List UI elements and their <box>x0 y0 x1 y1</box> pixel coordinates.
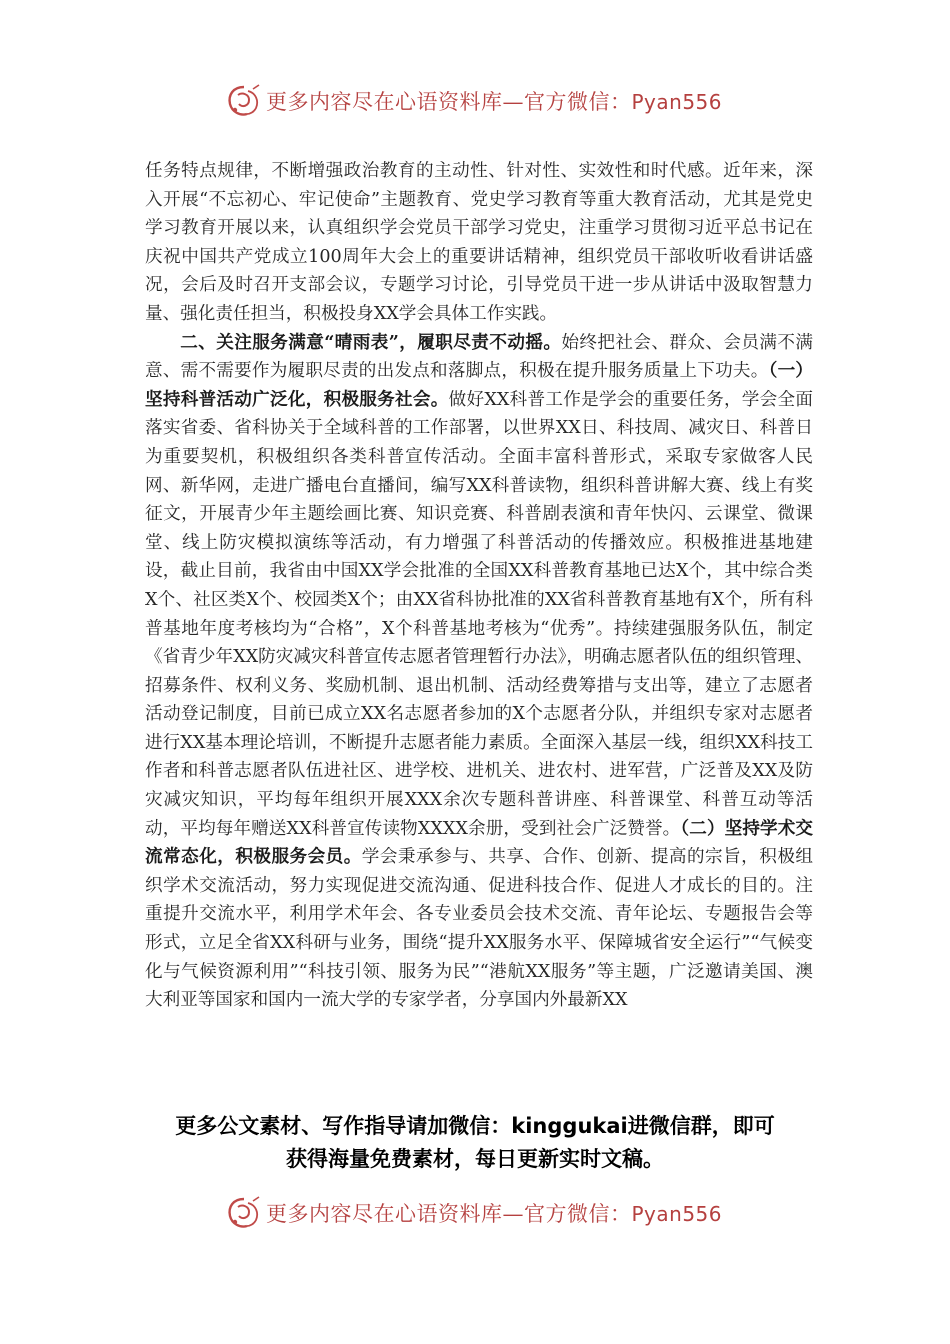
promo-line: 获得海量免费素材，每日更新实时文稿。 <box>286 1147 664 1171</box>
paragraph: 二、关注服务满意“晴雨表”，履职尽责不动摇。始终把社会、群众、会员满不满意、需不需要作为履职尽责的出发点和落脚点，积极在提升服务质量上下功夫。（一）坚持科普活动广泛化，积极服务社会。做好XX科普工作是学会的重要任务，学会全面落实省委、省科协关于全域科普的工作部署，以世界XX日、科技周、减灾日、科普日为重要契机，积极组织各类科普宣传活动。全面丰富科普形式，采取专家做客人民网、新华网，走进广播电台直播间，编写XX科普读物，组织科普讲解大赛、线上有奖征文，开展青少年主题绘画比赛、知识竞赛、科普剧表演和青年快闪、云课堂、微课堂、线上防灾模拟演练等活动，有力增强了科普活动的传播效应。积极推进基地建设，截止目前，我省由中国XX学会批准的全国XX科普教育基地已达X个，其中综合类X个、社区类X个、校园类X个；由XX省科协批准的XX省科普教育基地有X个，所有科普基地年度考核均为“合格”，X个科普基地考核为“优秀”。持续建强服务队伍，制定《省青少年XX防灾减灾科普宣传志愿者管理暂行办法》，明确志愿者队伍的组织管理、招募条件、权利义务、奖励机制、退出机制、活动经费筹措与支出等，建立了志愿者活动登记制度，目前已成立XX名志愿者参加的X个志愿者分队，并组织专家对志愿者进行XX基本理论培训，不断提升志愿者能力素质。全面深入基层一线，组织XX科技工作者和科普志愿者队伍进社区、进学校、进机关、进农村、进军营，广泛普及XX及防灾减灾知识，平均每年组织开展XXX余次专题科普讲座、科普课堂、科普互动等活动，平均每年赠送XX科普宣传读物XXXX余册，受到社会广泛赞誉。（二）坚持学术交流常态化，积极服务会员。学会秉承参与、共享、合作、创新、提高的宗旨，积极组织学术交流活动，努力实现促进交流沟通、促进科技合作、促进人才成长的目的。注重提升交流水平，利用学术年会、各专业委员会技术交流、青年论坛、专题报告会等形式，立足全省XX科研与业务，围绕“提升XX服务水平、保障城省安全运行”“气候变化与气候资源利用”“科技引领、服务为民”“港航XX服务”等主题，广泛邀请美国、澳大利亚等国家和国内一流大学的专家学者，分享国内外最新XX <box>145 331 814 1011</box>
swirl-logo-icon <box>225 83 263 119</box>
header-banner <box>0 80 950 120</box>
footer-banner <box>0 1192 950 1232</box>
subsection-heading: （一）坚持科普活动广泛化，积极服务社会。 <box>145 360 813 410</box>
subsection-heading: （二）坚持学术交流常态化，积极服务会员。 <box>145 817 814 868</box>
promo-line: 更多公文素材、写作指导请加微信：kinggukai进微信群，即可 <box>175 1114 775 1138</box>
promo-notice <box>0 1110 950 1176</box>
paragraph: 任务特点规律，不断增强政治教育的主动性、针对性、实效性和时代感。近年来，深入开展“不忘初心、牢记使命”主题教育、党史学习教育等重大教育活动，尤其是党史学习教育开展以来，认真组织学会党员干部学习党史，注重学习贯彻习近平总书记在庆祝中国共产党成立100周年大会上的重要讲话精神，组织党员干部收听收看讲话盛况，会后及时召开支部会议，专题学习讨论，引导党员干进一步从讲话中汲取智慧力量、强化责任担当，积极投身XX学会具体工作实践。 <box>145 161 813 324</box>
header-banner-text: 更多内容尽在心语资料库—官方微信：Pyan556 <box>266 90 723 114</box>
footer-banner-text: 更多内容尽在心语资料库—官方微信：Pyan556 <box>266 1202 723 1226</box>
document-body <box>145 157 813 1015</box>
section-heading: 二、关注服务满意“晴雨表”，履职尽责不动摇。 <box>180 331 562 353</box>
swirl-logo-icon <box>225 1195 263 1231</box>
